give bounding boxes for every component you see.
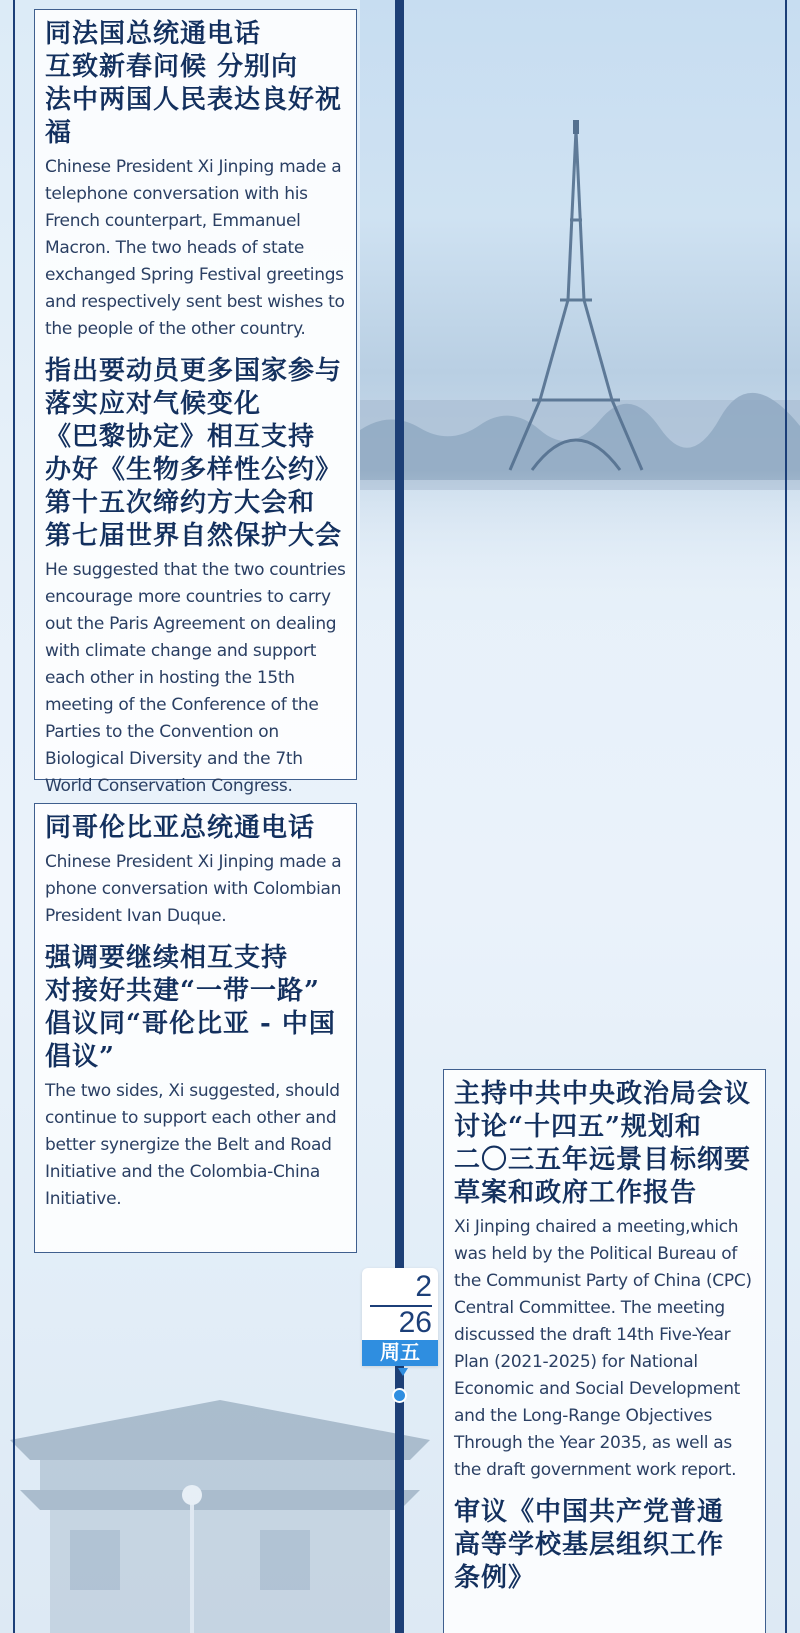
card-heading: 主持中共中央政治局会议 讨论“十四五”规划和 二〇三五年远景目标纲要 草案和政府工作报告 [454, 1079, 752, 1208]
card-subheading: 审议《中国共产党普通 高等学校基层组织工作 条例》 [454, 1497, 725, 1593]
card-france-call [34, 9, 357, 796]
date-month: 2 [415, 1270, 432, 1303]
date-badge [362, 1268, 438, 1366]
date-day: 26 [398, 1306, 432, 1339]
card-english-text: Chinese President Xi Jinping made a telephone conversation with his French counterpart, Emmanuel Macron. The two heads of state exchanged Spring Festival greetings and respectively sent best wishes to the people of the other country. [45, 157, 345, 339]
left-frame-line [13, 0, 15, 1633]
card-english-text: He suggested that the two countries encourage more countries to carry out the Paris Agreement on dealing with climate change and support each other in hosting the 15th meeting of the Conference of the Parties to the Convention on Biological Diversity and the 7th World Conservation Congress. [45, 560, 346, 796]
card-heading: 同法国总统通电话 互致新春问候 分别向 法中两国人民表达良好祝福 [45, 19, 343, 148]
card-english-text: The two sides, Xi suggested, should continue to support each other and better synergize the Belt and Road Initiative and the Colombia-China Initiative. [45, 1081, 340, 1209]
right-frame-line [785, 0, 787, 1633]
card-english-text: Chinese President Xi Jinping made a phone conversation with Colombian President Ivan Duque. [45, 852, 342, 926]
card-heading: 同哥伦比亚总统通电话 [45, 813, 316, 843]
card-subheading: 强调要继续相互支持 对接好共建“一带一路” 倡议同“哥伦比亚 - 中国 倡议” [45, 943, 336, 1072]
timeline-dot-icon [392, 1388, 407, 1403]
card-subheading: 指出要动员更多国家参与 落实应对气候变化 《巴黎协定》相互支持 办好《生物多样性公约》 第十五次缔约方大会和 第七届世界自然保护大会 [45, 356, 343, 551]
timeline-pointer-icon [398, 1368, 408, 1376]
date-weekday: 周五 [362, 1340, 438, 1366]
card-politburo-meeting [443, 1069, 766, 1633]
building-background [0, 1380, 440, 1633]
card-english-text: Xi Jinping chaired a meeting,which was held by the Political Bureau of the Communist Party of China (CPC) Central Committee. The meeting discussed the draft 14th Five-Year Plan (2021-2025) for National Economic and Social Development and the Long-Range Objectives Through the Year 2035, as well as the draft government work report. [454, 1217, 752, 1480]
card-colombia-call [34, 803, 357, 1253]
eiffel-tower-background [360, 0, 800, 620]
